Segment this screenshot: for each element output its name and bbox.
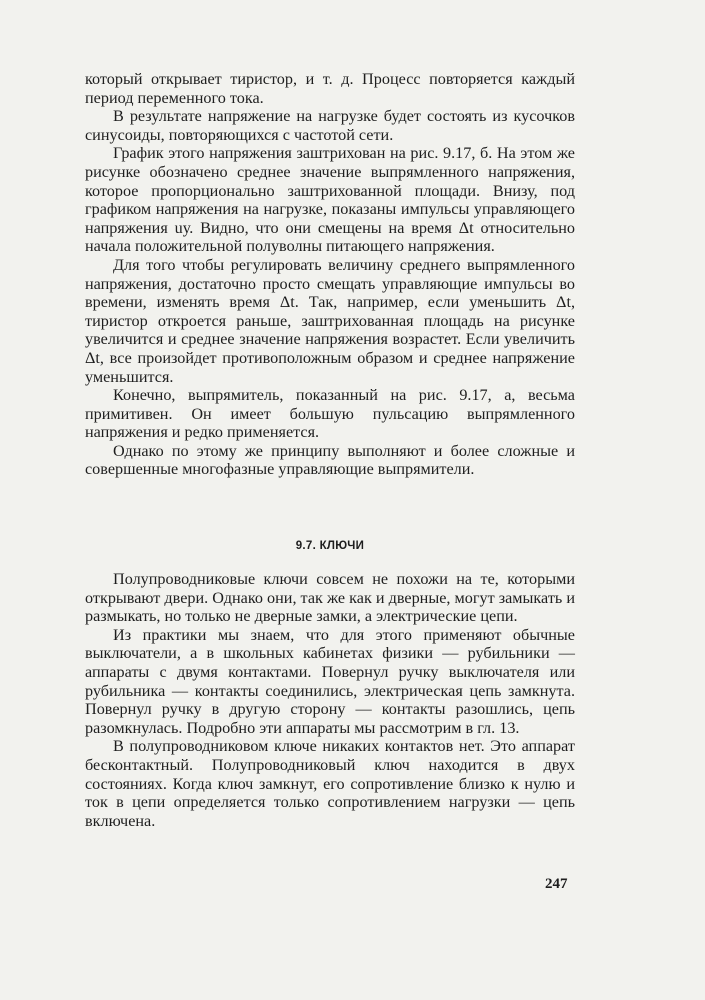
paragraph: Из практики мы знаем, что для этого применяют обычные выключатели, а в школьных кабинетах физики — рубильники — аппараты с двумя контактами. Повернул ручку выключателя или рубильника — контакты соединились, электрическая цепь замкнута. Повернул ручку в другую сторону — контакты разошлись, цепь разомкнулась. Подробно эти аппараты мы рассмотрим в гл. 13. (85, 625, 575, 737)
paragraph: Однако по этому же принципу выполняют и более сложные и совершенные многофазные управляющие выпрямители. (85, 441, 575, 479)
section-heading: 9.7. КЛЮЧИ (295, 540, 365, 552)
text-section-top (85, 70, 575, 479)
paragraph: График этого напряжения заштрихован на рис. 9.17, б. На этом же рисунке обозначено среднее значение выпрямленного напряжения, которое пропорционально заштрихованной площади. Внизу, под графиком напряжения на нагрузке, показаны импульсы управляющего напряжения uу. Видно, что они смещены на время Δt относительно начала положительной полуволны питающего напряжения. (85, 144, 575, 256)
paragraph-continuation: который открывает тиристор, и т. д. Процесс повторяется каждый период переменного тока. (85, 70, 575, 107)
paragraph: В полупроводниковом ключе никаких контактов нет. Это аппарат бесконтактный. Полупроводниковый ключ находится в двух состояниях. Когда ключ замкнут, его сопротивление близко к нулю и ток в цепи определяется только сопротивлением нагрузки — цепь включена. (85, 737, 575, 830)
page-number: 247 (545, 876, 568, 892)
text-section-bottom (85, 570, 575, 830)
paragraph: Для того чтобы регулировать величину среднего выпрямленного напряжения, достаточно просто смещать управляющие импульсы во времени, изменять время Δt. Так, например, если уменьшить Δt, тиристор откроется раньше, заштрихованная площадь на рисунке увеличится и среднее значение напряжения возрастет. Если увеличить Δt, все произойдет противоположным образом и среднее напряжение уменьшится. (85, 255, 575, 386)
paragraph: В результате напряжение на нагрузке будет состоять из кусочков синусоиды, повторяющихся с частотой сети. (85, 107, 575, 144)
paragraph: Полупроводниковые ключи совсем не похожи на те, которыми открывают двери. Однако они, так же как и дверные, могут замыкать и размыкать, но только не дверные замки, а электрические цепи. (85, 570, 575, 626)
paragraph: Конечно, выпрямитель, показанный на рис. 9.17, а, весьма примитивен. Он имеет большую пульсацию выпрямленного напряжения и редко применяется. (85, 386, 575, 442)
